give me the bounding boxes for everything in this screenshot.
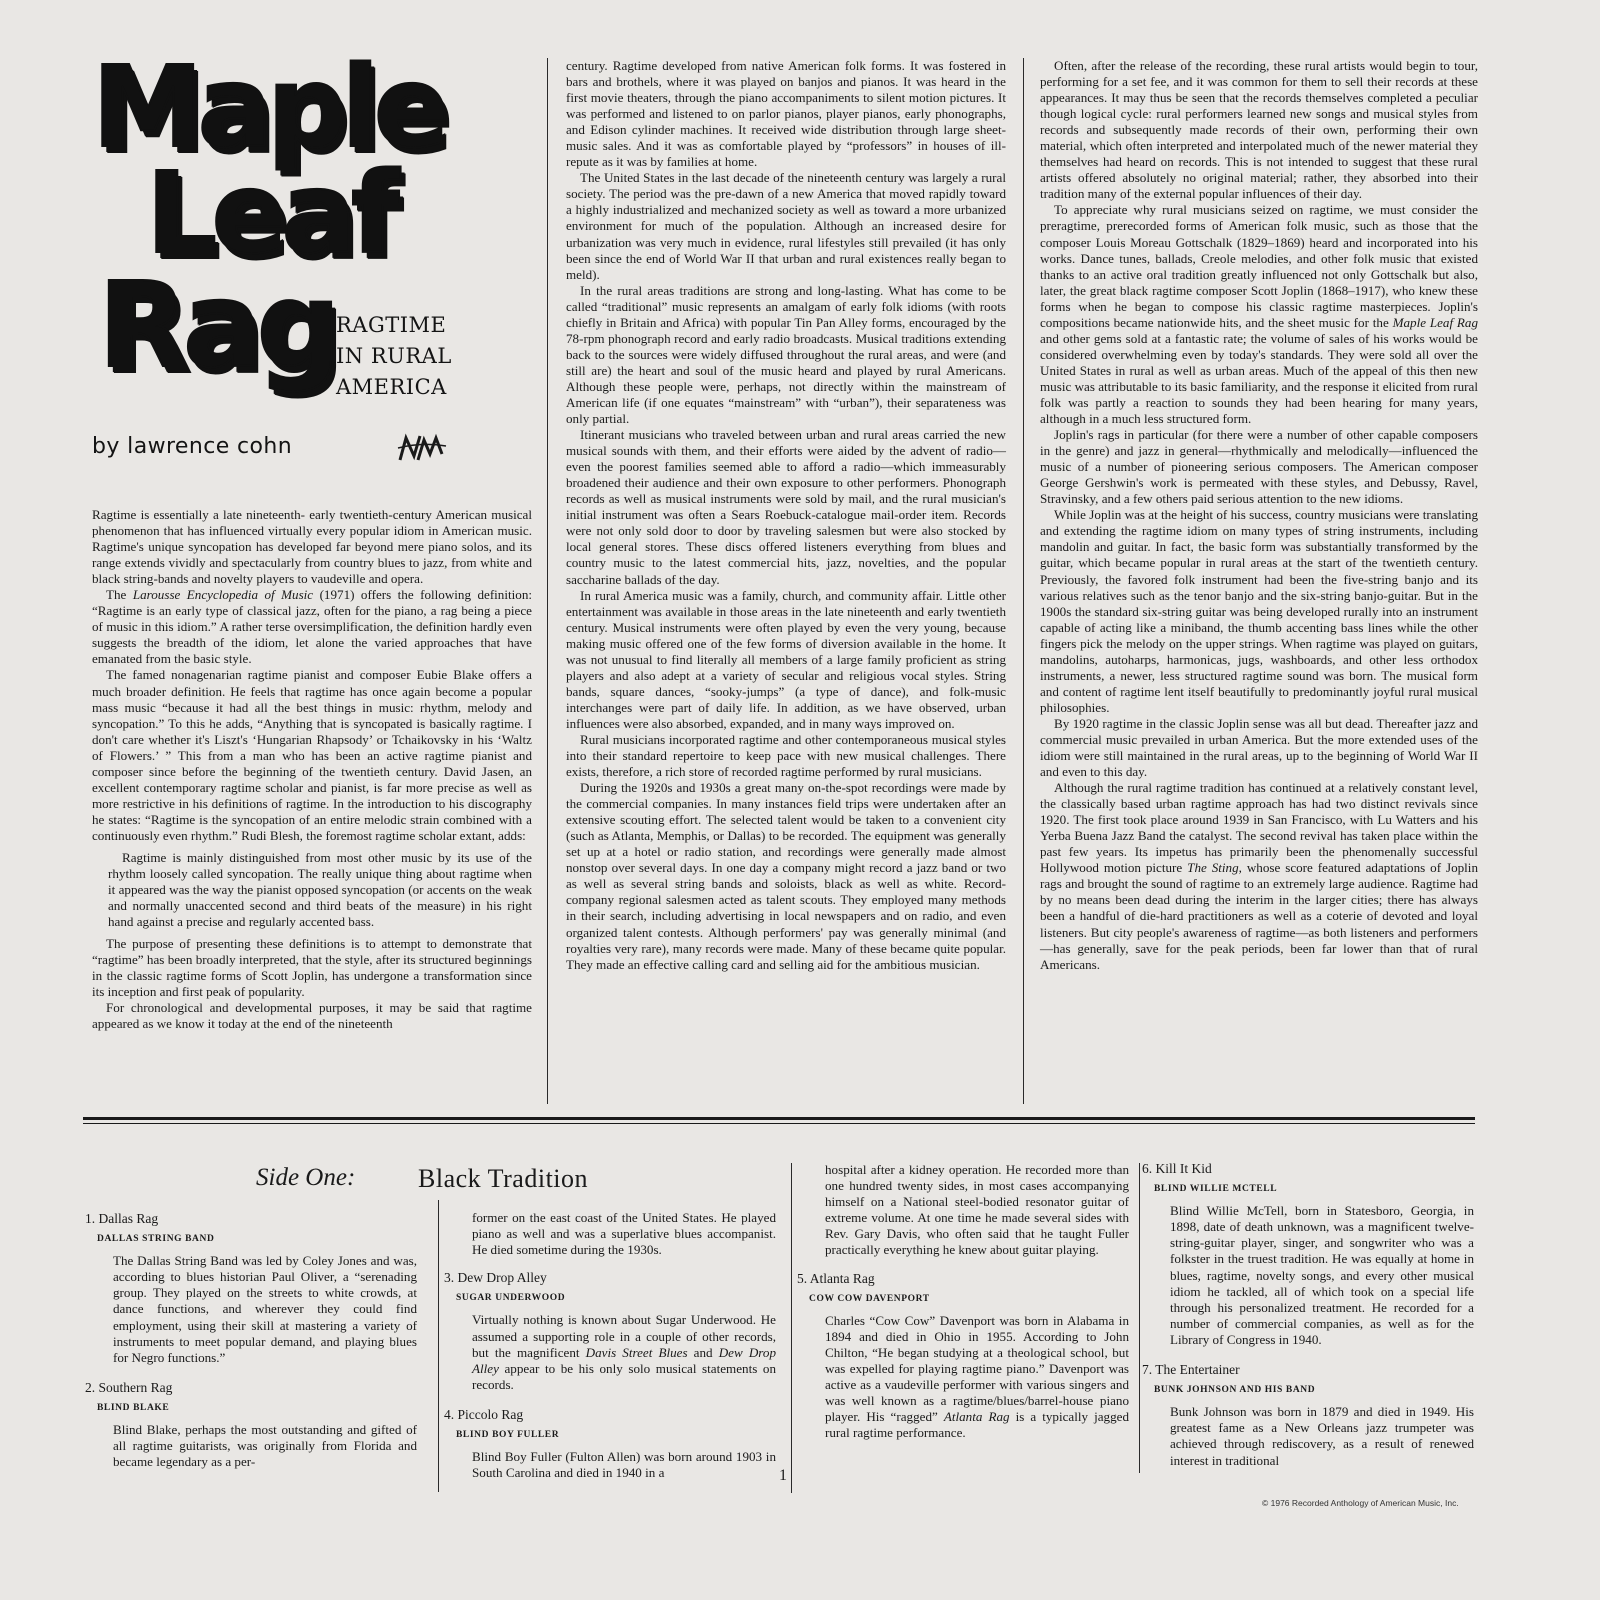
the-sting-title: The Sting, <box>1187 860 1242 876</box>
track-notes: Bunk Johnson was born in 1879 and died in 1949. His greatest fame as a New Orleans jazz trumpeter was achieved through rediscovery, as a result of renewed interest in traditional <box>1170 1404 1474 1468</box>
col2-paragraph-2: The United States in the last decade of the nineteenth century was largely a rural society. The period was the pre-dawn of a new America that moved rapidly toward a highly industrialized and mechanized society as well as toward a more urbanized environment for much of the population. Although an increased desire for urbanization was very much in evidence, rural lifestyles still prevailed (it has only been since the end of World War II that urban and rural existences really began to meld). <box>566 170 1006 282</box>
track-performer: BLIND BLAKE <box>97 1402 170 1413</box>
byline: by lawrence cohn <box>92 434 293 459</box>
column-divider-2 <box>1023 58 1024 1104</box>
col1-paragraph-4: The purpose of presenting these definitions is to attempt to demonstrate that “ragtime” has been broadly interpreted, that the style, after its structured beginnings in the classic ragtime forms of Scott Joplin, has undergone a transformation since its inception and first peak of popularity. <box>92 936 532 1000</box>
col3-paragraph-6: Although the rural ragtime tradition has continued at a relatively constant level, the classically based urban ragtime approach has had two distinct revivals since 1920. The first took place around 1939 in San Francisco, with Lu Watters and his Yerba Buena Jazz Band the catalyst. The second revival has taken place within the past few years. Its impetus has primarily been the phenomenally successful Hollywood motion picture The Sting, whose score featured adaptations of Joplin rags and brought the sound of ragtime to an extremely large audience. Ragtime had by no means been dead during the interim in the larger cities; there has always been a handful of die-hard practitioners as well as a coterie of devoted and loyal listeners. But city people's awareness of ragtime—as both listeners and performers—has generally, save for the peak periods, been far lower than that of rural Americans. <box>1040 780 1478 972</box>
col3-paragraph-4: While Joplin was at the height of his success, country musicians were translating and extending the ragtime idiom on many types of string instruments, including mandolin and guitar. In fact, the basic form was substantially transformed by the guitar, which became popular in rural areas at the start of the twentieth century. Previously, the favored folk instrument had been the five-string banjo and its various relatives such as the tenor banjo and the six-string banjo-guitar. But in the 1900s the standard six-string guitar was being developed rurally into an instrument capable of acting like a miniband, the thumb accenting bass lines while the other fingers pick the melody on the upper strings. When ragtime was played on guitars, mandolins, autoharps, harmonicas, jugs, washboards, and other less orthodox instruments, a newer, less structured ragtime sound was born. The musical form and content of ragtime lent itself beautifully to predominantly joyful rural musical philosophies. <box>1040 507 1478 715</box>
subtitle-line-2: IN RURAL <box>336 344 452 368</box>
tracks-column-1 <box>85 1211 417 1484</box>
nw-monogram-logo <box>396 430 448 464</box>
larousse-title: Larousse Encyclopedia of Music <box>132 587 314 603</box>
section-rule-thin <box>83 1123 1475 1124</box>
track-performer: SUGAR UNDERWOOD <box>456 1293 566 1304</box>
track-7 <box>1142 1362 1474 1469</box>
col2-paragraph-6: Rural musicians incorporated ragtime and other contemporaneous musical styles into their standard repertoire to keep pace with new musical challenges. There exists, therefore, a rich store of recorded ragtime performed by rural musicians. <box>566 731 1006 780</box>
col1-paragraph-5: For chronological and developmental purposes, it may be said that ragtime appeared as we know it today at the end of the nineteenth <box>92 1000 532 1032</box>
col2-paragraph-5: In rural America music was a family, church, and community affair. Little other entertainment was available in those areas in the late nineteenth and early twentieth century. Musical instruments were often played by even the very young, because making music offered one of the few forms of diversion available in the home. It was not unusual to find literally all members of a large family proficient as string players and also adept at a variety of secular and religious vocal styles. String bands, square dances, “sooky-jumps” (a type of dance), and folk-music interchanges were part of daily life. In addition, as we have observed, urban influences were also absorbed, expanded, and in many ways improved on. <box>566 587 1006 731</box>
page-number: 1 <box>779 1467 787 1484</box>
track-4 <box>444 1407 776 1481</box>
col3-paragraph-2: To appreciate why rural musicians seized on ragtime, we must consider the preragtime, prerecorded forms of American folk music, such as those that the composer Louis Moreau Gottschalk (1829–1869) heard and incorporated into his works. Dance tunes, ballads, Creole melodies, and other folk music that existed thanks to an active oral tradition greatly influenced not only Gottschalk but also, later, the great black ragtime composer Scott Joplin (1868–1917), who knew these forms when he began to compose his classic ragtime masterpieces. Joplin's compositions became nationwide hits, and the sheet music for the Maple Leaf Rag and other gems sold at a fantastic rate; the volume of sales of his works would be considered overwhelming even by today's standards. They were sold all over the United States in rural as well as urban areas. Much of the appeal of this then new music was attributable to its basic familiarity, and the response it elicited from rural folk was partly a reaction to sounds they had been hearing for many years, although in a much less structured form. <box>1040 202 1478 427</box>
col2-paragraph-3: In the rural areas traditions are strong and long-lasting. What has come to be called “traditional” music represents an amalgam of early folk idioms (with roots chiefly in Britain and Africa) with popular Tin Pan Alley forms, encouraged by the 78-rpm phonograph record and early radio broadcasts. Musical traditions extending back to the sources were widely diffused throughout the rural areas, and were (and still are) the heart and soul of the music heard and played by rural Americans. Although these people were, perhaps, not directly within the mainstream of American life (if one equates “mainstream” with “urban”), their separateness was only partial. <box>566 282 1006 427</box>
article-column-1 <box>92 507 532 1033</box>
track-title: 2. Southern Rag <box>85 1379 173 1395</box>
track-notes: The Dallas String Band was led by Coley Jones and was, according to blues historian Paul Oliver, a “serenading group. They played on the streets to white crowds, at dance functions, and wherever they could find employment, using their skill at mastering a variety of instruments to meet popular demand, and playing blues for Negro functions.” <box>113 1253 417 1365</box>
col1-paragraph-1: Ragtime is essentially a late nineteenth- early twentieth-century American musical phenomenon that has influenced virtually every popular idiom in American music. Ragtime's unique syncopation has developed far beyond mere piano solos, and its range extends vividly and spectacularly from country blues to jazz, from white and black string-bands and novelty players to vaudeville and opera. <box>92 507 532 587</box>
track-divider-3 <box>1139 1163 1140 1473</box>
title-block <box>92 43 482 434</box>
track-notes: Virtually nothing is known about Sugar Underwood. He assumed a supporting role in a couple of other records, but the magnificent Davis Street Blues and Dew Drop Alley appear to be his only solo musical statements on records. <box>472 1312 776 1392</box>
track-title: 5. Atlanta Rag <box>797 1270 875 1286</box>
tracks-column-2 <box>444 1210 776 1495</box>
col2-paragraph-1: century. Ragtime developed from native American folk forms. It was fostered in bars and brothels, where it was played on banjos and pianos. It was heard in the first movie theaters, through the piano accompaniments to silent motion pictures. It was performed and listened to on parlor pianos, player pianos, early phonographs, and Edison cylinder machines. It received wide distribution through large sheet-music sales. And it was as comfortable played by “professors” in houses of ill-repute as it was by families at home. <box>566 58 1006 170</box>
track-title: 6. Kill It Kid <box>1142 1161 1212 1176</box>
tracks-column-4 <box>1142 1161 1474 1483</box>
col1-paragraph-3: The famed nonagenarian ragtime pianist and composer Eubie Blake offers a much broader definition. He feels that ragtime has once again become a popular mass music “because it had all the best things in music: rhythm, melody and syncopation.” To this he adds, “Anything that is syncopated is basically ragtime. I don't care whether it's Liszt's ‘Hungarian Rhapsody’ or Tchaikovsky in his ‘Waltz of Flowers.’ ” This from a man who has been an active ragtime pianist and composer since before the beginning of the twentieth century. David Jasen, an excellent contemporary ragtime scholar and pianist, is far more precise as well as more restrictive in his definitions of ragtime. In the introduction to his discography he states: “Ragtime is the syncopation of an entire melodic strain combined with a continuously even rhythm.” Rudi Blesh, the foremost ragtime scholar extant, adds: <box>92 667 532 843</box>
track-title: 7. The Entertainer <box>1142 1362 1240 1378</box>
column-divider-1 <box>547 58 548 1104</box>
col1-paragraph-2: The Larousse Encyclopedia of Music (1971) offers the following definition: “Ragtime is an early type of classical jazz, often for the piano, a rag being a piece of music in this idiom.” A rather terse oversimplification, the definition hardly even suggests the breadth of the idiom, let alone the varied approaches that have emanated from the basic style. <box>92 587 533 667</box>
article-column-2 <box>566 58 1006 973</box>
article-column-3 <box>1040 58 1478 973</box>
track-title: 3. Dew Drop Alley <box>444 1270 547 1286</box>
track-notes: Blind Willie McTell, born in Statesboro, Georgia, in 1898, date of death unknown, was a magnificent twelve-string-guitar player, singer, and songwriter who was a folkster in the truest tradition. He was equally at home in blues, ragtime, novelty songs, and every other musical idiom he tackled, all of which took on a special life through his personalized treatment. He recorded for a number of commercial companies, as well as for the Library of Congress in 1940. <box>1170 1203 1474 1347</box>
blesh-quote: Ragtime is mainly distinguished from most other music by its use of the rhythm loosely called syncopation. The really unique thing about ragtime when it appeared was the way the pianist opposed syncopation (or accents on the weak and normally unaccented second and third beats of the measure) in his right hand against a precise and regularly accented bass. <box>108 849 532 930</box>
track-title: 1. Dallas Rag <box>85 1211 159 1226</box>
track-notes: Charles “Cow Cow” Davenport was born in Alabama in 1894 and died in Ohio in 1955. According to John Chilton, “He began studying at a theological school, but was expelled for playing ragtime piano.” Davenport was active as a vaudeville performer with various singers and was well known as a ragtime/blues/barrel-house piano player. His “ragged” Atlanta Rag is a typically jagged rural ragtime performance. <box>825 1312 1129 1441</box>
maple-leaf-rag-title: Maple Leaf Rag <box>1392 314 1478 330</box>
track-divider-1 <box>438 1200 439 1492</box>
track-4-notes-continued: hospital after a kidney operation. He recorded more than one hundred twenty sides, in most cases accompanying himself on a National steel-bodied resonator guitar of extreme volume. At one time he made several sides with Rev. Gary Davis, who often said that he taught Fuller practically everything he knew about guitar playing. <box>825 1162 1129 1258</box>
copyright-notice: © 1976 Recorded Anthology of American Music, Inc. <box>1262 1498 1459 1508</box>
subtitle-line-1: RAGTIME <box>336 313 447 337</box>
track-performer: BLIND WILLIE MCTELL <box>1154 1184 1278 1195</box>
col2-paragraph-4: Itinerant musicians who traveled between urban and rural areas carried the new musical sounds with them, and their efforts were aided by the advent of radio—even the poorest families seemed able to afford a radio—which immeasurably broadened their audience and their own exposure to other performers. Phonograph records as well as musical instruments were sold by mail, and the rural musician's initial instrument was often a Sears Roebuck-catalogue mail-order item. Records were not only sold door to door by traveling salesmen but were also stocked by local general stores. These discs offered listeners everything from blues and country music to the latest commercial hits, jazz, novelties, and the popular saccharine ballads of the day. <box>566 427 1006 587</box>
col3-paragraph-1: Often, after the release of the recording, these rural artists would begin to tour, performing for a set fee, and it was common for them to sell their records at these appearances. It may thus be seen that the records themselves completed a peculiar though logical cycle: rural performers learned new songs and musical styles from records and subsequently made records of their own, performing their own material, which often interpreted and interpolated much of the newer material they themselves had heard on records. This is not intended to suggest that these rural artists offered absolutely no original material; rather, they absorbed into their tradition many of the external popular influences of their day. <box>1040 58 1478 202</box>
track-2 <box>85 1380 417 1470</box>
col2-paragraph-7: During the 1920s and 1930s a great many on-the-spot recordings were made by the commercial companies. In many instances field trips were undertaken after an extensive scouting effort. The selected talent would be taken to a convenient city (such as Atlanta, Memphis, or Dallas) to be recorded. The equipment was generally set up at a hotel or radio station, and recordings were generally made almost nonstop over several days. In one day a company might record a jazz band or two as well as several string bands and soloists, black as well as white. Record-company regional salesmen acted as talent scouts. They employed many methods in their search, including advertising in local newspapers and on radio, and even organized talent contests. Although performers' pay was generally minimal (and royalties very rare), many records were made. Many of these became quite popular. They made an effective calling card and selling aid for the ambitious musician. <box>566 780 1006 972</box>
subtitle <box>336 310 452 403</box>
track-notes: Blind Boy Fuller (Fulton Allen) was born around 1903 in South Carolina and died in 1940 in a <box>472 1449 776 1481</box>
col3-paragraph-3: Joplin's rags in particular (for there were a number of other capable composers in the genre) and jazz in general—rhythmically and melodically—influenced the music of a number of pioneering serious composers. The American composer George Gershwin's work is permeated with these styles, and Debussy, Ravel, Stravinsky, and a few others paid serious attention to the new idioms. <box>1040 427 1478 507</box>
subtitle-line-3: AMERICA <box>336 375 447 399</box>
track-2-notes-continued: former on the east coast of the United States. He played piano as well and was a superlative blues accompanist. He died sometime during the 1930s. <box>472 1210 776 1258</box>
col3-paragraph-5: By 1920 ragtime in the classic Joplin sense was all but dead. Thereafter jazz and commercial music prevailed in urban America. But the more extended uses of the idiom were still maintained in the rural areas, up to the beginning of World War II and even to this day. <box>1040 715 1478 780</box>
title-rag: Rag <box>98 256 335 394</box>
tracks-column-3 <box>797 1162 1129 1456</box>
track-3 <box>444 1270 776 1393</box>
track-performer: DALLAS STRING BAND <box>97 1234 215 1245</box>
track-5 <box>797 1271 1129 1442</box>
track-divider-2 <box>791 1163 792 1493</box>
track-performer: BLIND BOY FULLER <box>456 1430 560 1441</box>
track-performer: BUNK JOHNSON AND HIS BAND <box>1154 1385 1316 1396</box>
side-title: Black Tradition <box>418 1164 589 1193</box>
track-notes: Blind Blake, perhaps the most outstanding and gifted of all ragtime guitarists, was originally from Florida and became legendary as a per- <box>113 1422 417 1470</box>
track-performer: COW COW DAVENPORT <box>809 1293 930 1304</box>
section-rule <box>83 1117 1475 1120</box>
track-1 <box>85 1211 417 1366</box>
track-title: 4. Piccolo Rag <box>444 1406 524 1422</box>
title-leaf: Leaf <box>146 149 394 279</box>
title-maple: Maple <box>92 43 444 173</box>
side-label: Side One: <box>256 1164 356 1191</box>
track-6 <box>1142 1161 1474 1348</box>
